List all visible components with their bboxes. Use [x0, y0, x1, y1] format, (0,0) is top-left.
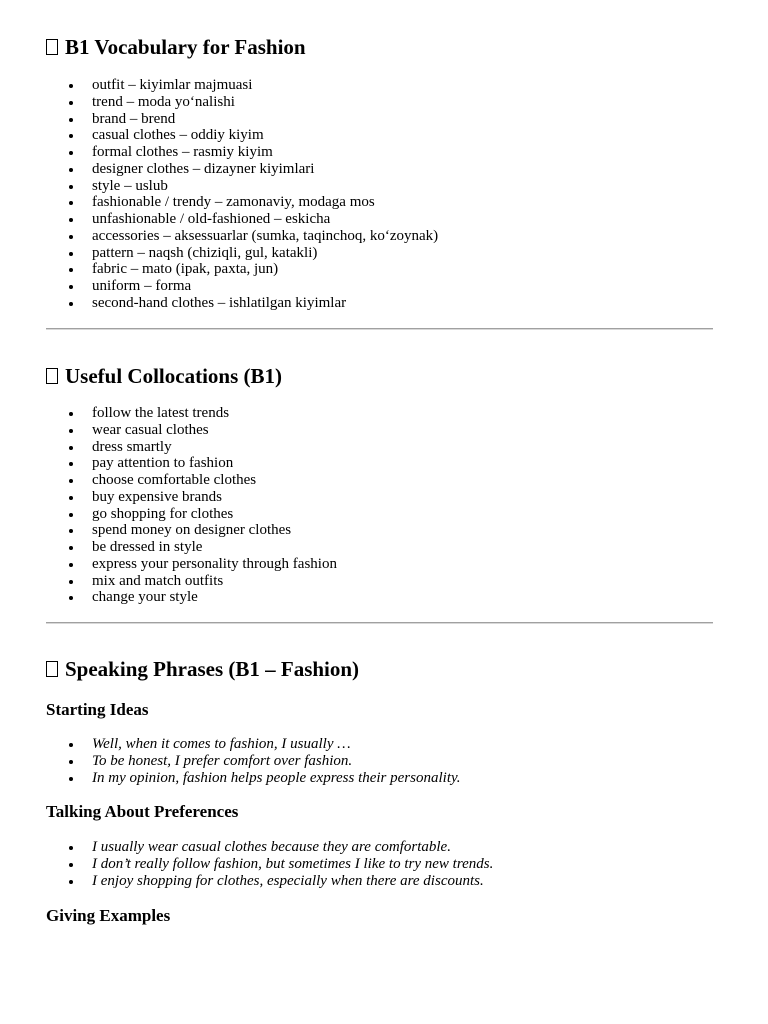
- speaking-heading-text: Speaking Phrases (B1 – Fashion): [65, 657, 360, 681]
- collocations-heading: [46, 364, 282, 388]
- list-item: Well, when it comes to fashion, I usually …: [46, 736, 461, 753]
- list-item: formal clothes – rasmiy kiyim: [46, 144, 438, 161]
- list-item: style – uslub: [46, 178, 438, 195]
- collocations-heading-text: Useful Collocations (B1): [65, 364, 282, 388]
- vocabulary-list: [46, 77, 438, 312]
- starting-ideas-heading: Starting Ideas: [46, 700, 149, 719]
- list-item: In my opinion, fashion helps people express their personality.: [46, 770, 461, 787]
- list-item: uniform – forma: [46, 278, 438, 295]
- list-item: To be honest, I prefer comfort over fashion.: [46, 753, 461, 770]
- list-item: go shopping for clothes: [46, 506, 337, 523]
- list-item: outfit – kiyimlar majmuasi: [46, 77, 438, 94]
- list-item: trend – moda yo‘nalishi: [46, 94, 438, 111]
- list-item: be dressed in style: [46, 539, 337, 556]
- section-divider: [46, 622, 713, 624]
- vocabulary-heading-text: B1 Vocabulary for Fashion: [65, 35, 306, 59]
- list-item: mix and match outfits: [46, 573, 337, 590]
- list-item: buy expensive brands: [46, 489, 337, 506]
- list-item: express your personality through fashion: [46, 556, 337, 573]
- collocations-list: [46, 405, 337, 606]
- missing-glyph-icon: [46, 661, 58, 677]
- list-item: accessories – aksessuarlar (sumka, taqinchoq, ko‘zoynak): [46, 228, 438, 245]
- list-item: I enjoy shopping for clothes, especially when there are discounts.: [46, 873, 493, 890]
- vocabulary-heading: [46, 35, 306, 59]
- list-item: designer clothes – dizayner kiyimlari: [46, 161, 438, 178]
- list-item: dress smartly: [46, 439, 337, 456]
- list-item: spend money on designer clothes: [46, 522, 337, 539]
- list-item: fashionable / trendy – zamonaviy, modaga mos: [46, 194, 438, 211]
- list-item: casual clothes – oddiy kiyim: [46, 127, 438, 144]
- list-item: pay attention to fashion: [46, 455, 337, 472]
- giving-examples-heading: Giving Examples: [46, 906, 171, 925]
- list-item: wear casual clothes: [46, 422, 337, 439]
- list-item: I usually wear casual clothes because they are comfortable.: [46, 839, 493, 856]
- section-divider: [46, 328, 713, 330]
- preferences-list: [46, 839, 493, 889]
- preferences-heading: Talking About Preferences: [46, 802, 239, 821]
- list-item: change your style: [46, 589, 337, 606]
- missing-glyph-icon: [46, 39, 58, 55]
- list-item: I don’t really follow fashion, but sometimes I like to try new trends.: [46, 856, 493, 873]
- list-item: unfashionable / old-fashioned – eskicha: [46, 211, 438, 228]
- list-item: brand – brend: [46, 111, 438, 128]
- missing-glyph-icon: [46, 368, 58, 384]
- list-item: fabric – mato (ipak, paxta, jun): [46, 261, 438, 278]
- list-item: pattern – naqsh (chiziqli, gul, katakli): [46, 245, 438, 262]
- starting-ideas-list: [46, 736, 461, 786]
- speaking-heading: [46, 657, 359, 681]
- list-item: follow the latest trends: [46, 405, 337, 422]
- list-item: choose comfortable clothes: [46, 472, 337, 489]
- list-item: second-hand clothes – ishlatilgan kiyimlar: [46, 295, 438, 312]
